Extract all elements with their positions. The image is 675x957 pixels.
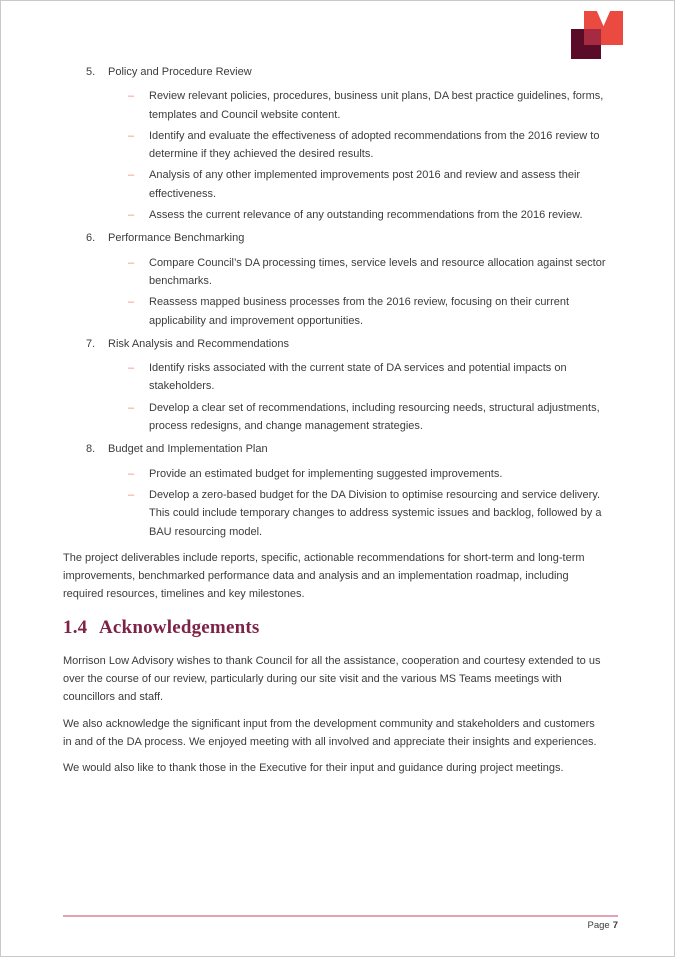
- list-item: [128, 87, 617, 124]
- bullet-text: Review relevant policies, procedures, business unit plans, DA best practice guidelines, forms, templates and Council website content.: [149, 90, 604, 121]
- dash-bullet-icon: –: [128, 256, 135, 269]
- list-item: [128, 206, 617, 224]
- footer-rule: [63, 915, 618, 917]
- list-item: [128, 166, 617, 203]
- bullet-text: Assess the current relevance of any outstanding recommendations from the 2016 review.: [149, 209, 583, 222]
- numbered-item-7: [63, 335, 617, 435]
- dash-bullet-icon: –: [128, 401, 135, 414]
- dash-bullet-icon: –: [128, 488, 135, 501]
- item-title: Risk Analysis and Recommendations: [108, 337, 289, 350]
- dash-bullet-icon: –: [128, 467, 135, 480]
- numbered-item-8: [63, 440, 617, 540]
- section-title: Acknowledgements: [99, 616, 260, 638]
- bullet-text: Identify risks associated with the current state of DA services and potential impacts on stakeholders.: [149, 362, 567, 393]
- item-number: 7.: [86, 337, 96, 350]
- bullet-text: Identify and evaluate the effectiveness of adopted recommendations from the 2016 review to determine if they achieved the desired results.: [149, 129, 600, 161]
- dash-bullet-icon: –: [128, 129, 135, 142]
- paragraph-acknowledgements-1: Morrison Low Advisory wishes to thank Council for all the assistance, cooperation and courtesy extended to us over the course of our review, particularly during our site visit and the various MS Teams meetings with councillors and staff.: [63, 654, 601, 704]
- list-item: [128, 399, 617, 436]
- list-item: [128, 359, 617, 396]
- dash-bullet-icon: –: [128, 169, 135, 182]
- list-item: [128, 486, 617, 541]
- logo-overlap-square-icon: [584, 29, 601, 45]
- item-number: 8.: [86, 443, 96, 456]
- page-number-value: 7: [612, 920, 618, 931]
- bullet-text: Compare Council’s DA processing times, service levels and resource allocation against sector benchmarks.: [149, 256, 606, 287]
- bullet-text: Analysis of any other implemented improvements post 2016 and review and assess their effectiveness.: [149, 169, 581, 200]
- numbered-item-5: [63, 63, 617, 224]
- paragraph-deliverables: The project deliverables include reports, specific, actionable recommendations for short-term and long-term improvements, benchmarked performance data and analysis and an implementation roadmap, including required resources, timelines and key milestones.: [63, 551, 585, 601]
- dash-bullet-icon: –: [128, 209, 135, 222]
- section-number: 1.4: [63, 616, 88, 638]
- list-item: [128, 465, 617, 483]
- page-footer: [63, 915, 618, 933]
- list-item: [128, 254, 617, 291]
- bullet-text: Reassess mapped business processes from the 2016 review, focusing on their current applicability and improvement opportunities.: [149, 296, 570, 327]
- dash-bullet-icon: –: [128, 90, 135, 103]
- bullet-text: Develop a clear set of recommendations, including resourcing needs, structural adjustments, process redesigns, and change management strategies.: [149, 401, 600, 433]
- item-number: 5.: [86, 66, 96, 78]
- section-heading: [63, 616, 617, 640]
- bullet-text: Develop a zero-based budget for the DA Division to optimise resourcing and service delivery. This could include temporary changes to address systemic issues and backlog, followed by a BAU resourcing model.: [149, 488, 602, 538]
- page-number: [63, 919, 618, 933]
- dash-bullet-icon: –: [128, 362, 135, 375]
- item-number: 6.: [86, 232, 96, 245]
- page-content: [1, 1, 674, 783]
- list-item: [128, 127, 617, 164]
- numbered-item-6: [63, 229, 617, 329]
- dash-bullet-icon: –: [128, 296, 135, 309]
- paragraph-acknowledgements-2: We also acknowledge the significant input from the development community and stakeholders and customers in and of the DA process. We enjoyed meeting with all involved and appreciate their insights and experiences.: [63, 717, 597, 748]
- item-title: Performance Benchmarking: [108, 232, 245, 245]
- bullet-text: Provide an estimated budget for implementing suggested improvements.: [149, 467, 503, 480]
- list-item: [128, 293, 617, 330]
- page-number-label: Page: [587, 920, 610, 931]
- item-title: Policy and Procedure Review: [108, 66, 252, 78]
- paragraph-acknowledgements-3: We would also like to thank those in the Executive for their input and guidance during project meetings.: [63, 762, 564, 775]
- item-title: Budget and Implementation Plan: [108, 443, 268, 456]
